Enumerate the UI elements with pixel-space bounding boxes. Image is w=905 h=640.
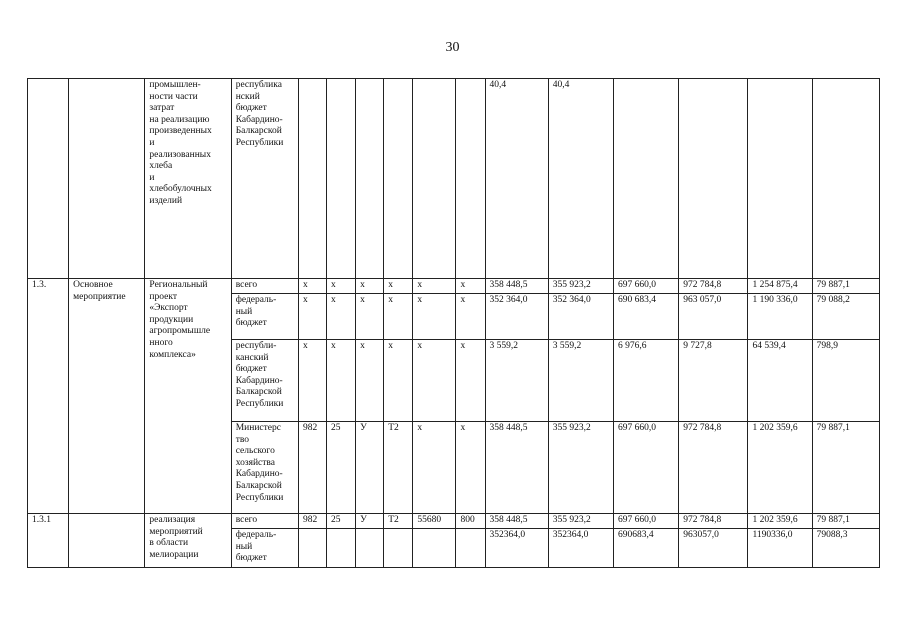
cell-cs1: Т2	[384, 514, 413, 529]
cell-year-6: 79 887,1	[812, 514, 879, 529]
cell-grbs: 982	[298, 514, 326, 529]
cell-cs2	[413, 79, 456, 279]
cell-name: Региональный проект «Экспорт продукции агропромышле нного комплекса»	[145, 279, 231, 514]
cell-number: 1.3.	[28, 279, 69, 514]
cell-year-6: 79 887,1	[812, 422, 879, 514]
cell-pr: x	[356, 279, 384, 294]
cell-year-1: 3 559,2	[485, 340, 548, 422]
cell-vr	[456, 79, 485, 279]
cell-cs2: x	[413, 340, 456, 422]
cell-cs1	[384, 79, 413, 279]
cell-year-5: 1 202 359,6	[748, 514, 812, 529]
cell-rz	[327, 79, 356, 279]
cell-source: республика нский бюджет Кабардино- Балкарской Республики	[231, 79, 298, 279]
cell-year-5: 1 202 359,6	[748, 422, 812, 514]
table-row	[28, 514, 880, 529]
table-row	[28, 79, 880, 279]
cell-name: промышлен- ности части затрат на реализацию произведенных и реализованных хлеба и хлебобулочных изделий	[145, 79, 231, 279]
cell-number	[28, 79, 69, 279]
cell-rz	[327, 529, 356, 568]
budget-table	[27, 78, 880, 568]
cell-year-6: 798,9	[812, 340, 879, 422]
cell-year-2: 3 559,2	[548, 340, 613, 422]
cell-cs1: Т2	[384, 422, 413, 514]
cell-year-5: 1 190 336,0	[748, 294, 812, 340]
cell-year-2: 352 364,0	[548, 294, 613, 340]
cell-pr	[356, 79, 384, 279]
table-row	[28, 279, 880, 294]
cell-year-1: 358 448,5	[485, 514, 548, 529]
cell-year-3: 697 660,0	[613, 279, 678, 294]
cell-status: Основное мероприятие	[69, 279, 145, 514]
cell-year-3	[613, 79, 678, 279]
cell-cs2	[413, 529, 456, 568]
cell-cs2: x	[413, 279, 456, 294]
cell-grbs: x	[298, 279, 326, 294]
cell-grbs	[298, 79, 326, 279]
cell-year-2: 355 923,2	[548, 279, 613, 294]
cell-pr: У	[356, 422, 384, 514]
cell-source: всего	[231, 514, 298, 529]
cell-cs1: x	[384, 340, 413, 422]
cell-grbs: x	[298, 294, 326, 340]
cell-vr: x	[456, 294, 485, 340]
cell-year-1: 358 448,5	[485, 279, 548, 294]
cell-vr: 800	[456, 514, 485, 529]
cell-pr: x	[356, 294, 384, 340]
cell-cs2: x	[413, 422, 456, 514]
cell-year-5	[748, 79, 812, 279]
cell-cs2: 55680	[413, 514, 456, 529]
cell-source: федераль- ный бюджет	[231, 529, 298, 568]
cell-year-6: 79 088,2	[812, 294, 879, 340]
cell-rz: x	[327, 340, 356, 422]
cell-year-5: 1190336,0	[748, 529, 812, 568]
cell-year-1: 352364,0	[485, 529, 548, 568]
cell-rz: 25	[327, 422, 356, 514]
cell-year-4: 972 784,8	[679, 514, 748, 529]
cell-year-6: 79 887,1	[812, 279, 879, 294]
cell-year-5: 64 539,4	[748, 340, 812, 422]
cell-pr: x	[356, 340, 384, 422]
cell-year-2: 40,4	[548, 79, 613, 279]
cell-rz: x	[327, 294, 356, 340]
cell-cs1: x	[384, 279, 413, 294]
cell-year-2: 352364,0	[548, 529, 613, 568]
cell-grbs: x	[298, 340, 326, 422]
cell-cs1	[384, 529, 413, 568]
cell-pr	[356, 529, 384, 568]
cell-vr	[456, 529, 485, 568]
cell-year-1: 40,4	[485, 79, 548, 279]
cell-cs1: x	[384, 294, 413, 340]
cell-year-4: 963 057,0	[679, 294, 748, 340]
cell-vr: x	[456, 340, 485, 422]
cell-vr: x	[456, 422, 485, 514]
cell-source: федераль- ный бюджет	[231, 294, 298, 340]
cell-pr: У	[356, 514, 384, 529]
cell-source: Министерс тво сельского хозяйства Кабардино- Балкарской Республики	[231, 422, 298, 514]
cell-rz: 25	[327, 514, 356, 529]
cell-year-6: 79088,3	[812, 529, 879, 568]
page-number: 30	[445, 40, 460, 55]
cell-year-2: 355 923,2	[548, 514, 613, 529]
cell-grbs	[298, 529, 326, 568]
cell-year-4: 972 784,8	[679, 279, 748, 294]
cell-year-3: 697 660,0	[613, 514, 678, 529]
cell-year-4	[679, 79, 748, 279]
cell-year-3: 690683,4	[613, 529, 678, 568]
cell-grbs: 982	[298, 422, 326, 514]
cell-year-3: 697 660,0	[613, 422, 678, 514]
cell-rz: x	[327, 279, 356, 294]
cell-year-1: 352 364,0	[485, 294, 548, 340]
cell-year-6	[812, 79, 879, 279]
cell-year-4: 963057,0	[679, 529, 748, 568]
cell-number: 1.3.1	[28, 514, 69, 568]
cell-source: всего	[231, 279, 298, 294]
cell-year-4: 9 727,8	[679, 340, 748, 422]
cell-year-5: 1 254 875,4	[748, 279, 812, 294]
cell-year-4: 972 784,8	[679, 422, 748, 514]
cell-source: республи- канский бюджет Кабардино- Балкарской Республики	[231, 340, 298, 422]
cell-year-3: 6 976,6	[613, 340, 678, 422]
cell-year-2: 355 923,2	[548, 422, 613, 514]
cell-status	[69, 514, 145, 568]
cell-vr: x	[456, 279, 485, 294]
cell-cs2: x	[413, 294, 456, 340]
cell-name: реализация мероприятий в области мелиорации	[145, 514, 231, 568]
cell-status	[69, 79, 145, 279]
cell-year-1: 358 448,5	[485, 422, 548, 514]
cell-year-3: 690 683,4	[613, 294, 678, 340]
